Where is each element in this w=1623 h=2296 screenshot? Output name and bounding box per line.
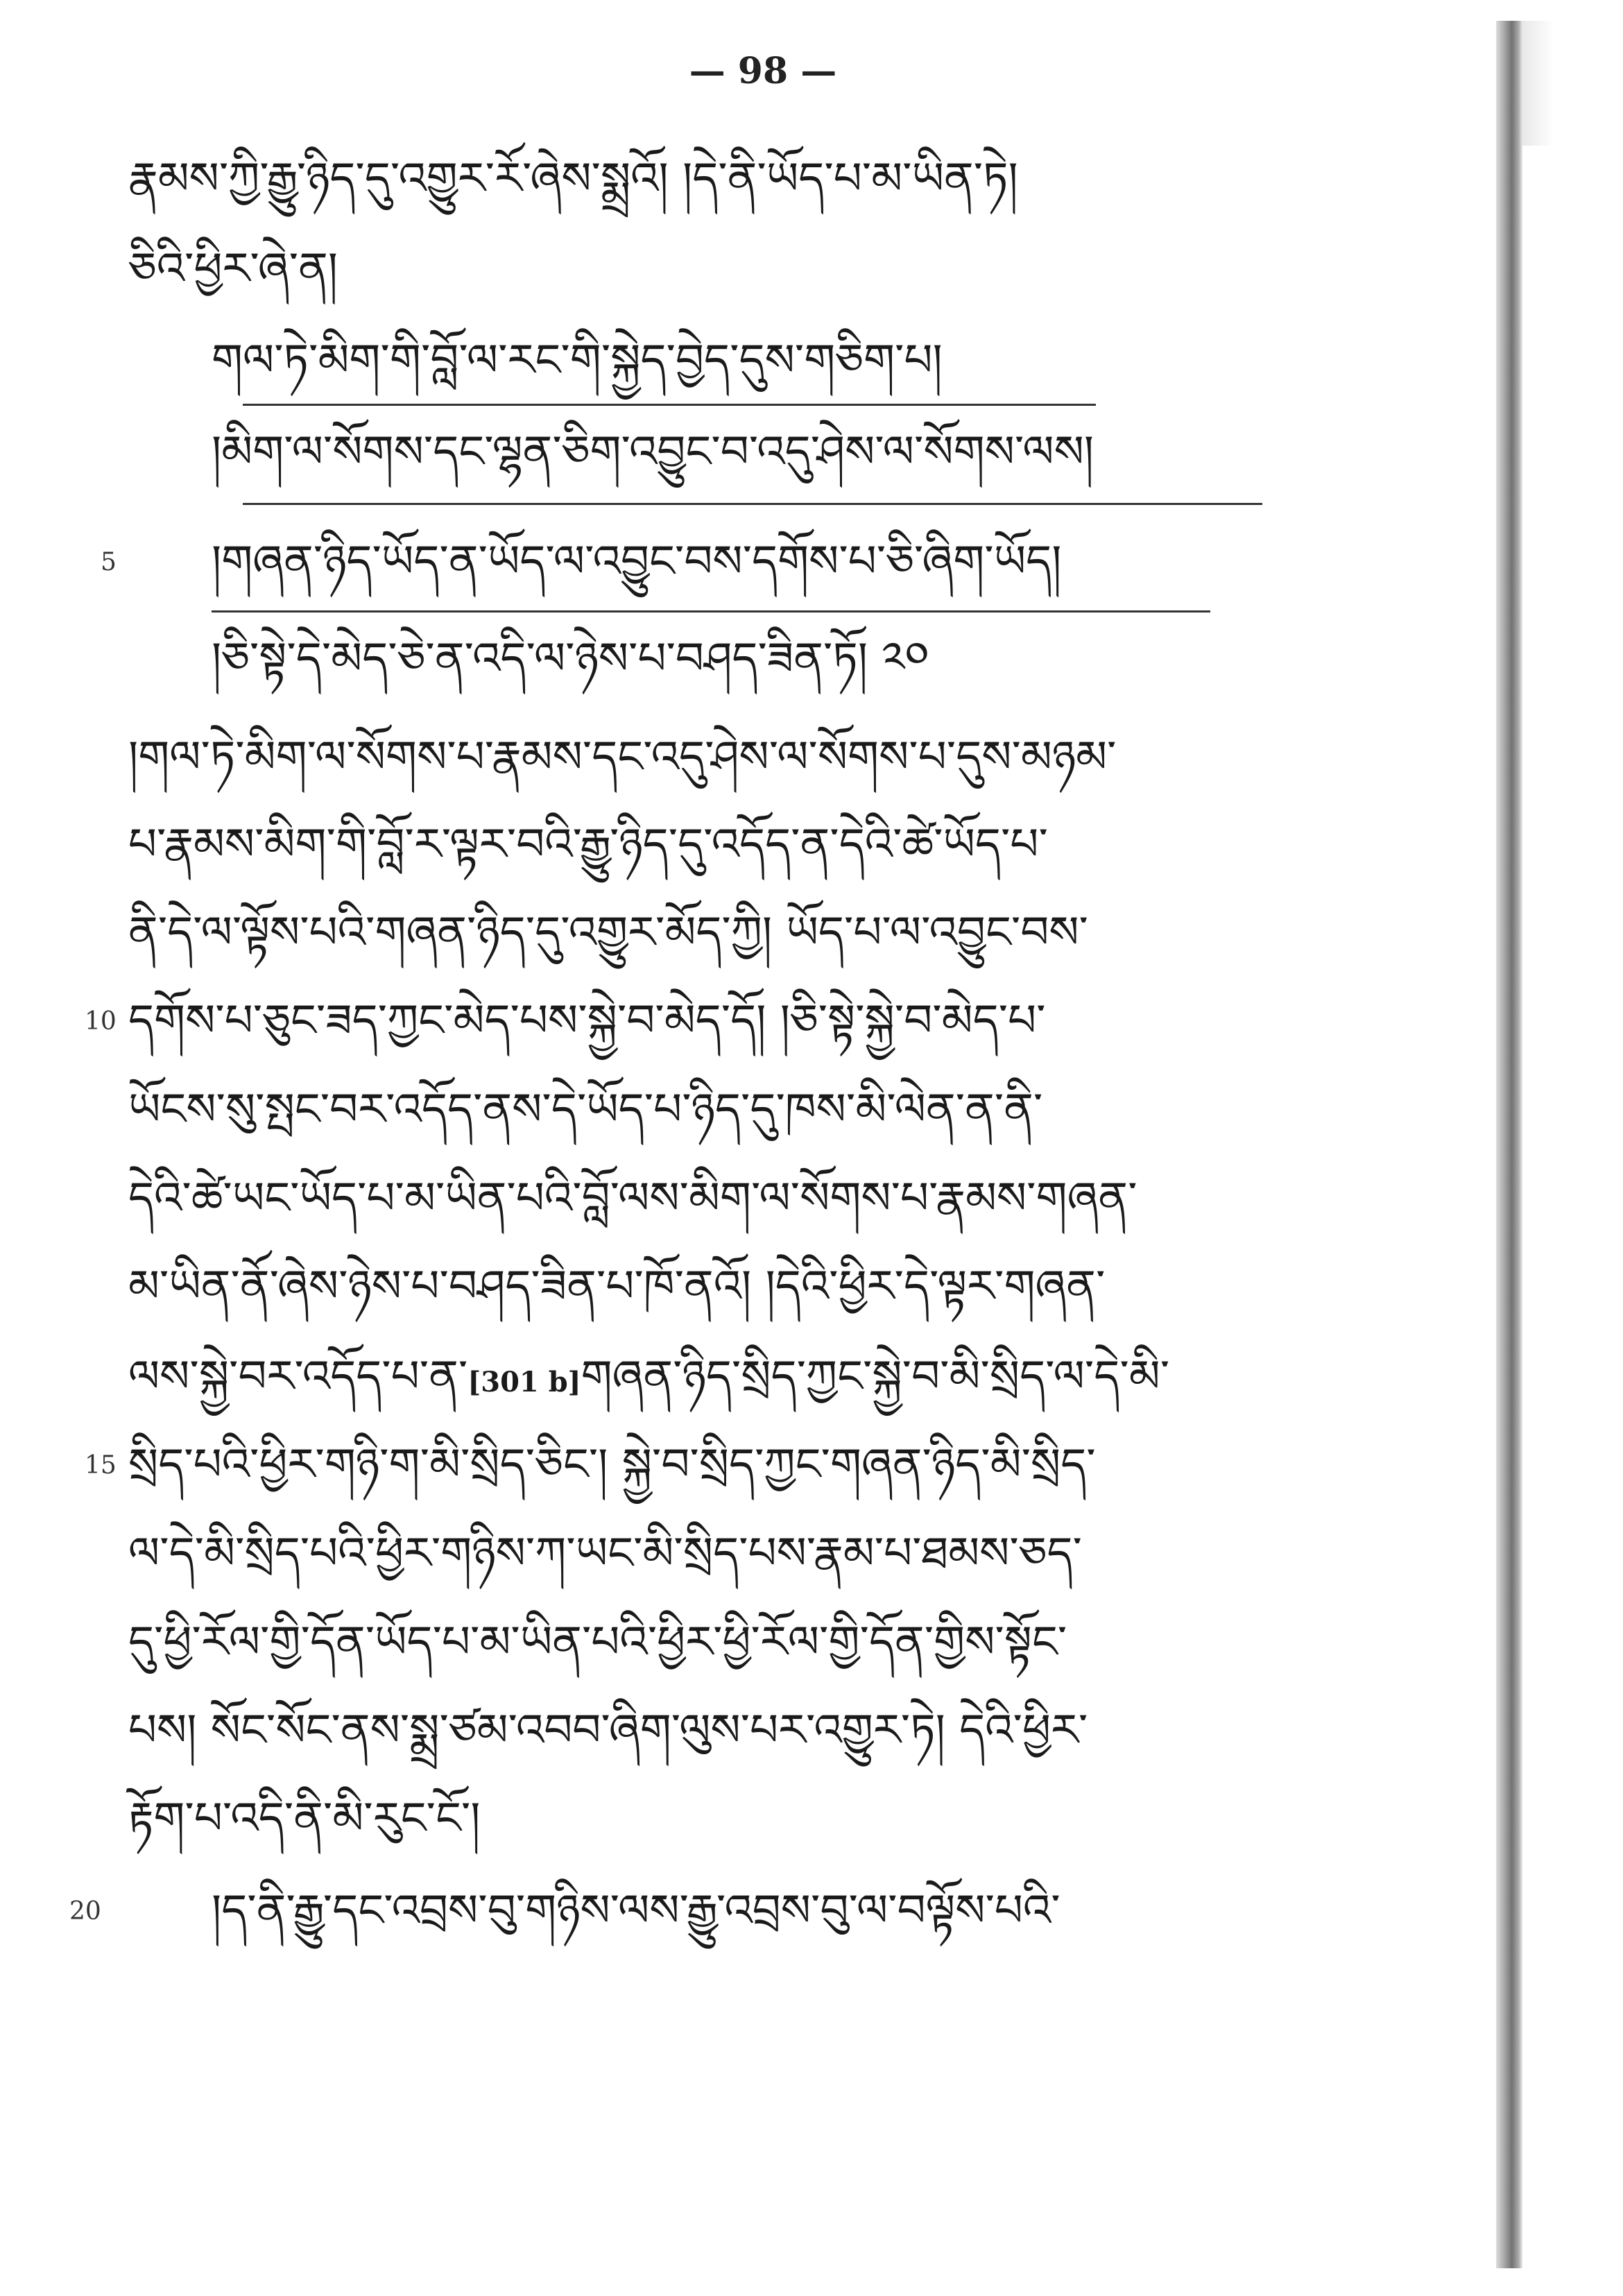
prose-line-4: དགོས་པ་ཅུང་ཟད་ཀྱང་མེད་པས་སྐྱེ་བ་མེད་དོ། །ཅི་སྟེ་སྐྱེ་བ་མེད་པ་	[128, 995, 1046, 1047]
prose-line-10: ལ་དེ་མི་སྲིད་པའི་ཕྱིར་གཉིས་ཀ་ཡང་མི་སྲིད་པས་རྣམ་པ་ཐམས་ཅད་	[128, 1528, 1082, 1579]
margin-line-number-20: 20	[69, 1897, 101, 1926]
verse-line-4: །ཅི་སྟེ་དེ་མེད་ཅེ་ན་འདི་ལ་ཉེས་པ་བཤད་ཟིན་ཏོ། ༢༠	[212, 633, 929, 685]
folio-reference: [301 b]	[467, 1366, 581, 1398]
verse-rule-3	[212, 610, 1210, 612]
prose-line-9: སྲིད་པའི་ཕྱིར་གཉི་ག་མི་སྲིད་ཅིང་། སྐྱེ་བ་སྲིད་ཀྱང་གཞན་ཉིད་མི་སྲིད་	[128, 1439, 1096, 1491]
margin-line-number-5: 5	[101, 548, 117, 576]
verse-rule-2	[243, 503, 1262, 505]
prose-line-8-start: ལས་སྐྱེ་བར་འདོད་པ་ན་	[128, 1351, 468, 1403]
prose-line-7: མ་ཡིན་ནོ་ཞེས་ཉེས་པ་བཤད་ཟིན་པ་ཁོ་ནའོ། །དེའི་ཕྱིར་དེ་ལྟར་གཞན་	[128, 1261, 1106, 1312]
prose-line-13: རྟོག་པ་འདི་ནི་མི་རུང་ངོ་།	[128, 1793, 481, 1844]
prose-line-5: ཡོངས་སུ་སྤང་བར་འདོད་ནས་དེ་ཡོད་པ་ཉིད་དུ་ཁས་མི་ལེན་ན་ནི་	[128, 1084, 1043, 1136]
text-line-1: རྣམས་ཀྱི་རྒྱུ་ཉིད་དུ་འགྱུར་རོ་ཞེས་སྨྲའོ། །དེ་ནི་ཡོད་པ་མ་ཡིན་ཏེ།	[128, 153, 1018, 205]
page-number: — 98 —	[689, 50, 837, 92]
margin-line-number-15: 15	[85, 1451, 117, 1480]
page-binding-fade	[1522, 21, 1554, 146]
page-binding-edge	[1496, 21, 1522, 2268]
prose-line-1: །གལ་ཏེ་མིག་ལ་སོགས་པ་རྣམས་དང་འདུ་ཤེས་ལ་སོགས་པ་དུས་མཉམ་	[128, 732, 1117, 783]
verse-line-2: །མིག་ལ་སོགས་དང་ལྷན་ཅིག་འབྱུང་བ་འདུ་ཤེས་ལ་སོགས་ལས།	[212, 427, 1094, 478]
prose-line-8-end: གཞན་ཉིད་སྲིད་ཀྱང་སྐྱེ་བ་མི་སྲིད་ལ་དེ་མི་	[581, 1351, 1170, 1403]
prose-line-3: ནི་དེ་ལ་ལྟོས་པའི་གཞན་ཉིད་དུ་འགྱུར་མོད་ཀྱི། ཡོད་པ་ལ་འབྱུང་བས་	[128, 907, 1088, 959]
prose-line-2: པ་རྣམས་མིག་གི་བློ་ར་ལྟར་བའི་རྒྱུ་ཉིད་དུ་འདོད་ན་དེའི་ཚེ་ཡོད་པ་	[128, 819, 1048, 871]
prose-line-12: པས། སོང་སོང་ནས་སྨྲ་ཙམ་འབབ་ཞིག་ལུས་པར་འགྱུར་ཏེ། དེའི་ཕྱིར་	[128, 1705, 1088, 1756]
verse-line-1: གལ་ཏེ་མིག་གི་བློ་ལ་རང་གི་སྐྱེད་བྱེད་དུས་གཅིག་པ།	[212, 335, 943, 386]
prose-line-8	[128, 1349, 1169, 1410]
prose-line-14: །ད་ནི་རྒྱུ་དང་འབྲས་བུ་གཉིས་ལས་རྒྱུ་འབྲས་བུ་ལ་བལྟོས་པའི་	[212, 1885, 1060, 1937]
prose-line-6: དེའི་ཚེ་ཡང་ཡོད་པ་མ་ཡིན་པའི་བློ་ལས་མིག་ལ་སོགས་པ་རྣམས་གཞན་	[128, 1173, 1137, 1224]
text-line-2: ཅིའི་ཕྱིར་ཞེ་ན།	[128, 243, 338, 295]
verse-rule-1	[243, 404, 1096, 406]
margin-line-number-10: 10	[85, 1007, 117, 1036]
prose-line-11: དུ་ཕྱི་རོལ་གྱི་དོན་ཡོད་པ་མ་ཡིན་པའི་ཕྱིར་ཕྱི་རོལ་གྱི་དོན་གྱིས་སྟོང་	[128, 1617, 1067, 1668]
verse-line-3: །གཞན་ཉིད་ཡོད་ན་ཡོད་ལ་འབྱུང་བས་དགོས་པ་ཅི་ཞིག་ཡོད།	[212, 536, 1062, 588]
